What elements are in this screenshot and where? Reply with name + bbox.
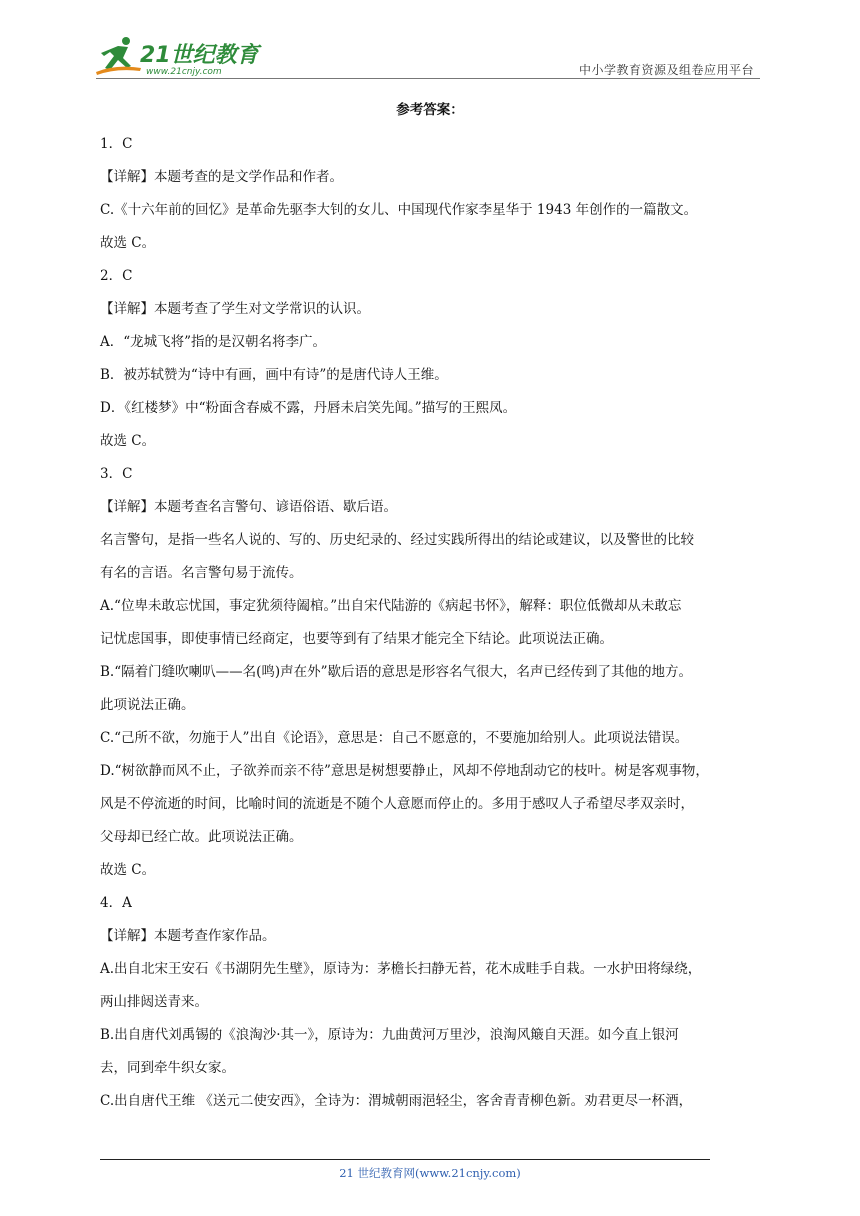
answer-line: 去，同到牵牛织女家。 [100,1060,235,1076]
answer-line: 1．C [100,136,133,152]
answer-line: D．《红楼梦》中“粉面含春威不露，丹唇未启笑先闻。”描写的王熙凤。 [100,400,517,416]
answer-line: 2．C [100,268,133,284]
answer-line: 3．C [100,466,133,482]
running-figure-icon [96,37,141,75]
answer-line: 名言警句，是指一些名人说的、写的、历史纪录的、经过实践所得出的结论或建议，以及警世的比较 [100,532,694,548]
page-header [96,34,760,82]
answer-line: 风是不停流逝的时间，比喻时间的流逝是不随个人意愿而停止的。多用于感叹人子希望尽孝双亲时， [100,796,694,812]
answer-line: 【详解】本题考查了学生对文学常识的认识。 [100,301,370,317]
answer-line: 4．A [100,895,132,911]
header-divider [96,78,760,79]
answer-line: 此项说法正确。 [100,697,195,713]
footer-link[interactable]: 21 世纪教育网(www.21cnjy.com) [339,1166,521,1180]
answer-line: A.出自北宋王安石《书湖阴先生壁》，原诗为：茅檐长扫静无苔，花木成畦手自栽。一水护田将绿绕， [100,961,702,977]
answer-line: 故选 C。 [100,235,156,251]
logo-text: 21世纪教育 [140,43,259,68]
answer-line: A．“龙城飞将”指的是汉朝名将李广。 [100,334,327,350]
platform-name: 中小学教育资源及组卷应用平台 [578,63,754,77]
answer-line: 有名的言语。名言警句易于流传。 [100,565,303,581]
answer-line: C.出自唐代王维 《送元二使安西》，全诗为：渭城朝雨浥轻尘，客舍青青柳色新。劝君更尽一杯酒， [100,1093,693,1109]
logo-url: www.21cnjy.com [146,67,222,77]
answer-line: 两山排闼送青来。 [100,994,208,1010]
answer-line: 记忧虑国事，即使事情已经商定，也要等到有了结果才能完全下结论。此项说法正确。 [100,631,613,647]
answer-title: 参考答案： [396,102,464,118]
answer-line: 故选 C。 [100,862,156,878]
answer-line: 【详解】本题考查名言警句、谚语俗语、歇后语。 [100,499,397,515]
answer-line: B.出自唐代刘禹锡的《浪淘沙·其一》，原诗为：九曲黄河万里沙，浪淘风簸自天涯。如今直上银河 [100,1027,679,1043]
answer-line: B.“隔着门缝吹喇叭——名(鸣)声在外”歇后语的意思是形容名气很大，名声已经传到了其他的地方。 [100,664,693,680]
answer-line: A.“位卑未敢忘忧国，事定犹须待阖棺。”出自宋代陆游的《病起书怀》，解释：职位低微却从未敢忘 [100,598,682,614]
answer-line: 【详解】本题考查的是文学作品和作者。 [100,169,343,185]
answer-body [100,128,760,1118]
answer-content [100,100,760,1118]
footer-divider [100,1159,710,1160]
answer-line: 故选 C。 [100,433,156,449]
answer-line: 父母却已经亡故。此项说法正确。 [100,829,303,845]
answer-line: C.《十六年前的回忆》是革命先驱李大钊的女儿、中国现代作家李星华于 1943 年创作的一篇散文。 [100,202,698,218]
answer-line: C.“己所不欲，勿施于人”出自《论语》，意思是：自己不愿意的，不要施加给别人。此项说法错误。 [100,730,689,746]
answer-line: 【详解】本题考查作家作品。 [100,928,276,944]
answer-line: B．被苏轼赞为“诗中有画，画中有诗”的是唐代诗人王维。 [100,367,448,383]
answer-line: D.“树欲静而风不止，子欲养而亲不待”意思是树想要静止，风却不停地刮动它的枝叶。树是客观事物， [100,763,709,779]
logo [96,34,271,78]
